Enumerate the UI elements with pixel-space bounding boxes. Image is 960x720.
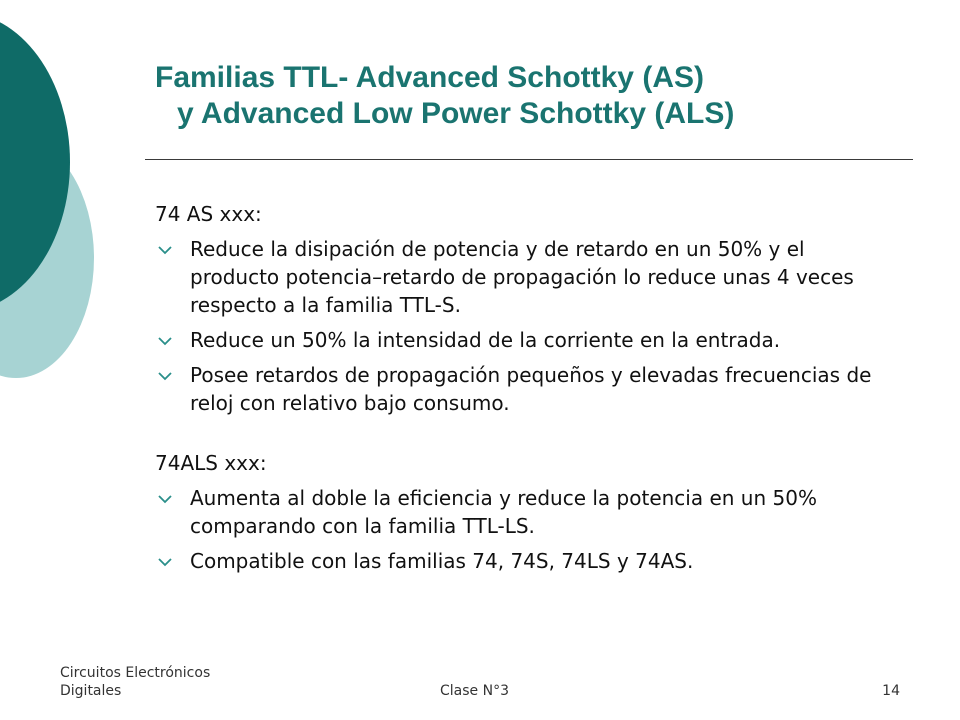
- slide-title: [155, 60, 925, 132]
- bullet-list-als: [155, 484, 900, 575]
- bullet-list-as: [155, 235, 900, 417]
- list-item: [155, 235, 900, 319]
- bullet-text: Compatible con las familias 74, 74S, 74LS y 74AS.: [190, 549, 694, 573]
- section-heading-als: 74ALS xxx:: [155, 451, 267, 475]
- footer-course: [60, 664, 260, 700]
- title-divider: [145, 159, 913, 160]
- bullet-text: Reduce un 50% la intensidad de la corriente en la entrada.: [190, 328, 781, 352]
- chevron-down-icon: [157, 493, 173, 505]
- slide-body: [155, 200, 900, 575]
- footer-class: Clase N°3: [440, 683, 509, 699]
- decorative-circles: [0, 0, 100, 380]
- section-heading-as: 74 AS xxx:: [155, 202, 262, 226]
- page-number: 14: [882, 683, 900, 699]
- title-line-2: y Advanced Low Power Schottky (ALS): [177, 97, 735, 130]
- chevron-down-icon: [157, 370, 173, 382]
- list-item: [155, 361, 900, 417]
- list-item: [155, 326, 900, 354]
- bullet-text: Reduce la disipación de potencia y de retardo en un 50% y el producto potencia–retardo de propagación lo reduce unas 4 veces respecto a la familia TTL-S.: [190, 237, 854, 317]
- bullet-text: Aumenta al doble la eficiencia y reduce la potencia en un 50% comparando con la familia TTL-LS.: [190, 486, 817, 538]
- chevron-down-icon: [157, 335, 173, 347]
- footer-course-line-2: Digitales: [60, 683, 122, 699]
- list-item: [155, 547, 900, 575]
- footer-course-line-1: Circuitos Electrónicos: [60, 665, 211, 681]
- chevron-down-icon: [157, 244, 173, 256]
- chevron-down-icon: [157, 556, 173, 568]
- list-item: [155, 484, 900, 540]
- title-line-1: Familias TTL- Advanced Schottky (AS): [155, 61, 704, 94]
- bullet-text: Posee retardos de propagación pequeños y elevadas frecuencias de reloj con relativo bajo consumo.: [190, 363, 872, 415]
